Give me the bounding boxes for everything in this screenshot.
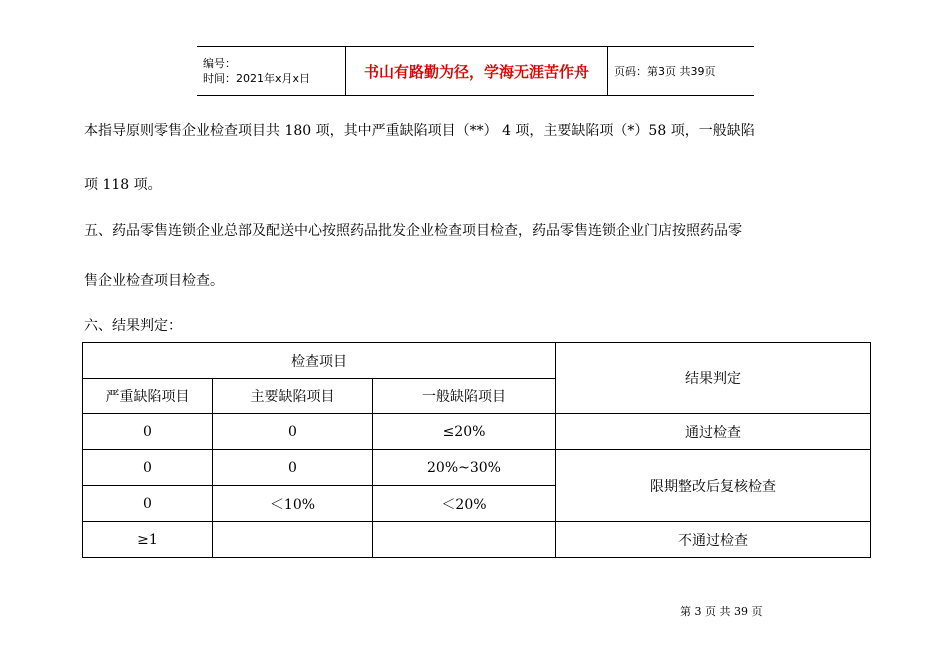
table-cell: 通过检查 [556,414,871,450]
table-row [83,450,871,486]
table-cell: 0 [213,414,373,450]
table-row [83,414,871,450]
paragraph-2-line-1: 五、药品零售连锁企业总部及配送中心按照药品批发企业检查项目检查，药品零售连锁企业门店按照药品零 [84,223,742,239]
column-header: 严重缺陷项目 [83,379,213,414]
table-cell [373,522,556,558]
header-page-info: 页码：第3页 共39页 [614,65,716,78]
table-cell: ≤20% [373,414,556,450]
paragraph-1-line-1: 本指导原则零售企业检查项目共 180 项，其中严重缺陷项目（**） 4 项，主要缺陷项（*）58 项，一般缺陷 [84,123,755,139]
page-footer: 第 3 页 共 39 页 [680,605,763,618]
header-motto: 书山有路勤为径，学海无涯苦作舟 [363,62,589,81]
table-result-header: 结果判定 [556,343,871,414]
result-judgment-table [82,342,871,558]
column-header: 主要缺陷项目 [213,379,373,414]
table-cell: 0 [83,414,213,450]
column-header: 一般缺陷项目 [373,379,556,414]
table-cell [213,522,373,558]
table-cell: 20%~30% [373,450,556,486]
paragraph-1-line-2: 项 118 项。 [84,177,162,193]
paragraph-2-line-2: 售企业检查项目检查。 [84,273,224,289]
header-motto-cell [346,47,608,96]
table-cell: ≥1 [83,522,213,558]
table-cell: 0 [83,450,213,486]
table-cell: 0 [83,486,213,522]
serial-label: 编号： [203,57,236,70]
table-row [83,522,871,558]
header-left-cell [197,47,346,96]
section-title: 六、结果判定： [84,318,182,334]
table-cell: ＜10% [213,486,373,522]
table-cell: ＜20% [373,486,556,522]
table-cell: 不通过检查 [556,522,871,558]
table-cell: 限期整改后复核检查 [556,450,871,522]
time-label: 时间：2021年x月x日 [203,72,311,85]
page-header [197,46,754,96]
table-group-header: 检查项目 [83,343,556,379]
table-cell: 0 [213,450,373,486]
header-page-cell [608,47,755,96]
